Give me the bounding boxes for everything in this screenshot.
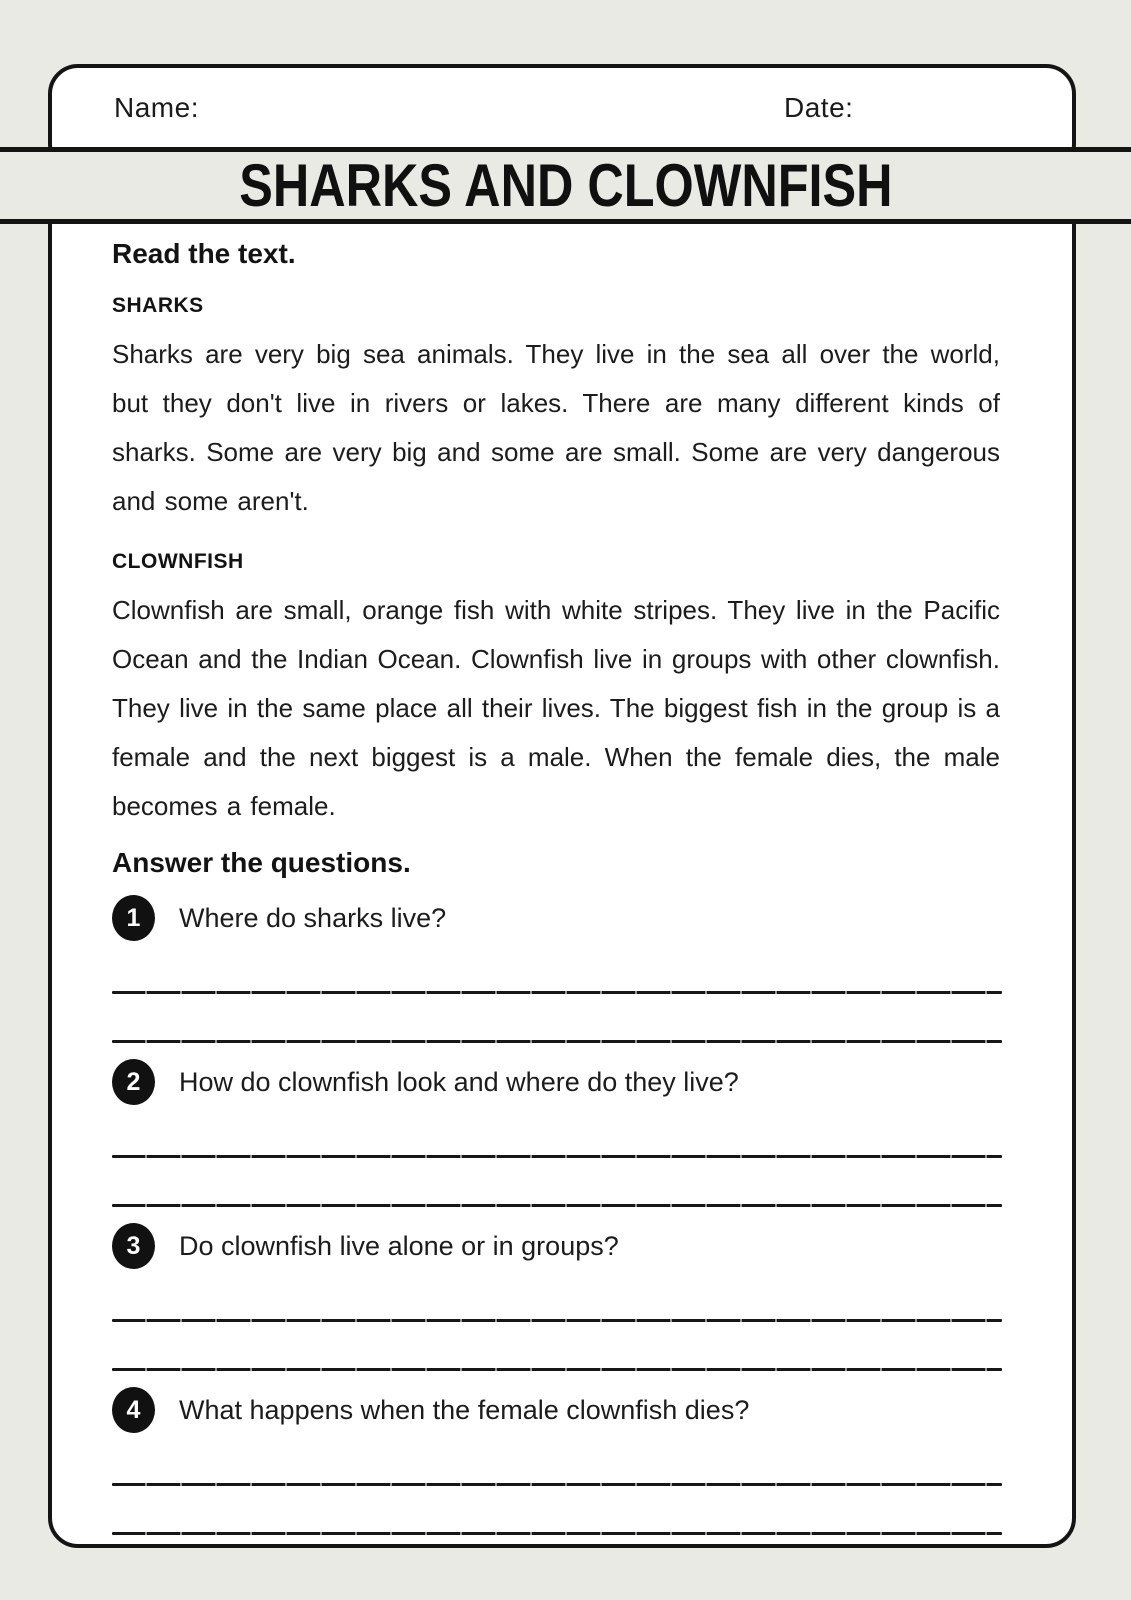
passage-sharks: Sharks are very big sea animals. They live in the sea all over the world, but they don't live in rivers or lakes. There are many different kinds of sharks. Some are very big and some are small. Some are very dangerous and some aren't.	[112, 339, 1000, 516]
section-heading-sharks: SHARKS	[112, 294, 204, 317]
page-title: SHARKS AND CLOWNFISH	[238, 152, 893, 219]
question-row	[112, 1387, 1000, 1433]
answer-line	[112, 1155, 1002, 1158]
section-heading-clownfish: CLOWNFISH	[112, 550, 244, 573]
question-text: Where do sharks live?	[179, 902, 447, 933]
question-number-badge: 3	[112, 1223, 155, 1269]
question-block-1	[112, 895, 1000, 1043]
name-field-label: Name:	[114, 92, 199, 123]
answer-line	[112, 1204, 1002, 1207]
answer-line	[112, 1368, 1002, 1371]
answer-line	[112, 1040, 1002, 1043]
question-block-4	[112, 1387, 1000, 1535]
question-row	[112, 895, 1000, 941]
answer-instruction: Answer the questions.	[112, 847, 411, 878]
answer-line	[112, 991, 1002, 994]
worksheet-body	[48, 158, 1076, 1548]
question-number-badge: 4	[112, 1387, 155, 1433]
question-block-3	[112, 1223, 1000, 1371]
title-band	[0, 147, 1131, 224]
answer-line	[112, 1483, 1002, 1486]
question-text: Do clownfish live alone or in groups?	[179, 1230, 619, 1261]
answer-line	[112, 1532, 1002, 1535]
question-text: What happens when the female clownfish dies?	[179, 1394, 750, 1425]
question-number-badge: 1	[112, 895, 155, 941]
read-instruction: Read the text.	[112, 238, 296, 269]
question-block-2	[112, 1059, 1000, 1207]
passage-clownfish: Clownfish are small, orange fish with white stripes. They live in the Pacific Ocean and the Indian Ocean. Clownfish live in groups with other clownfish. They live in the same place all their lives. The biggest fish in the group is a female and the next biggest is a male. When the female dies, the male becomes a female.	[112, 595, 1000, 821]
question-row	[112, 1059, 1000, 1105]
question-row	[112, 1223, 1000, 1269]
question-text: How do clownfish look and where do they live?	[179, 1066, 739, 1097]
answer-line	[112, 1319, 1002, 1322]
date-field-label: Date:	[784, 92, 854, 123]
question-number-badge: 2	[112, 1059, 155, 1105]
